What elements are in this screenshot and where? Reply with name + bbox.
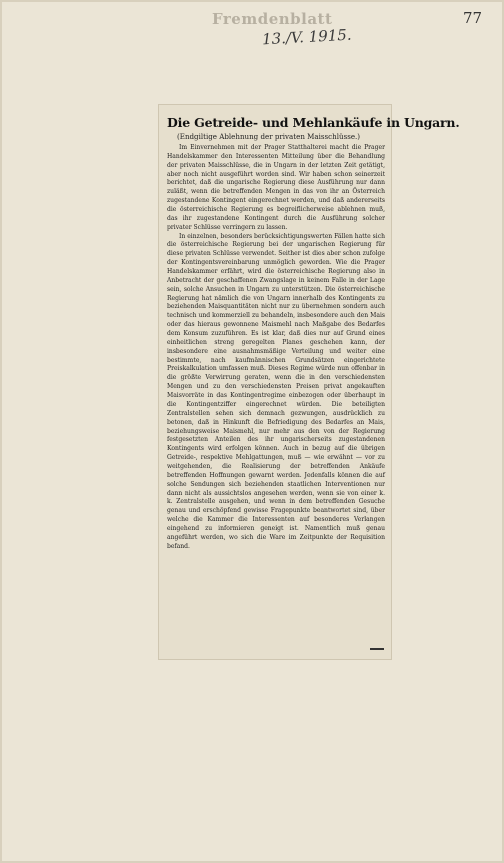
end-rule [370,648,384,650]
article-paragraph: In einzelnen, besonders berücksichtigungswerten Fällen hatte sich die österreichische Regierung bei der ungarischen Regierung für diese privaten Schlüsse verwendet. Seither ist dies aber schon zufolge der Kontingentsvereinbarung unmöglich geworden. Wie die Prager Handelskammer erfährt, wird die österreichische Regierung also in Anbetracht der geschaffenen Zwangslage in keinem Falle in der Lage sein, solche Ansuchen in Ungarn zu unterstützen. Die österreichische Regierung hat nämlich die von Ungarn innerhalb des Kontingents zu beziehenden Maisquantitäten nicht nur zu übernehmen sondern auch technisch und kommerziell zu behandeln, insbesondere auch den Mais oder das hieraus gewonnene Maismehl nach Maßgabe des Bedarfes dem Konsum zuzuführen. Es ist klar, daß dies nur auf Grund eines einheitlichen streng geregelten Planes geschehen kann, der insbesondere eine ausnahmsmäßige Verteilung und weiter eine bestimmte, nach kaufmännischen Grundsätzen eingerichtete Preiskalkulation umfassen muß. Dieses Regime würde nun offenbar in die größte Verwirrung geraten, wenn die in den verschiedensten Mengen und zu den verschiedensten Preisen privat angekauften Maisvorräte in das Kontingentregime einbezogen oder überhaupt in die Kontingentziffer eingerechnet würden. Die beteiligten Zentralstellen sehen sich demnach gezwungen, ausdrücklich zu betonen, daß in Hinkunft die Befriedigung des Bedarfes an Mais, beziehungsweise Maismehl, nur mehr aus den von der Regierung festgesetzten Anteilen des ihr ungarischerseits zugestandenen Kontingents wird erfolgen können. Auch in bezug auf die übrigen Getreide-, respektive Mehlgattungen, muß — wie erwähnt — vor zu weitgehenden, die Realisierung der betreffenden Ankäufe betreffenden Hoffnungen gewarnt werden. Jedenfalls können die auf solche Sendungen sich beziehenden staatlichen Interventionen nur dann nicht als aussichtslos angesehen werden, wenn sie von einer k. k. Zentralstelle ausgehen, und wenn in dem betreffenden Gesuche genau und erschöpfend gewisse Fragepunkte beantwortet sind, über welche die Kammer die Interessenten auf besonderes Verlangen eingehend zu informieren geneigt ist. Namentlich muß genau angeführt werden, wo sich die Ware im Zeitpunkte der Requisition befand. [167,232,385,550]
article-paragraph: Im Einvernehmen mit der Prager Statthalterei macht die Prager Handelskammer den Interessenten Mitteilung über die Behandlung der privaten Maisschlüsse, die in Ungarn in der letzten Zeit getätigt, aber noch nicht ausgeführt worden sind. Wir haben schon seinerzeit berichtet, daß die ungarische Regierung diese Ausführung nur dann zuläßt, wenn die betreffenden Mengen in das von ihr an Österreich zugestandene Kontingent eingerechnet werden, und daß andererseits die österreichische Regierung es begreiflicherweise ablehnen muß, das ihr zugestandene Kontingent durch die Ausführung solcher privater Schlüsse verringern zu lassen. [167,144,385,231]
article-title: Die Getreide- und Mehlankäufe in Ungarn. [167,115,460,130]
article-body [167,144,385,552]
newspaper-stamp: Fremdenblatt [212,10,333,28]
article-subtitle: (Endgiltige Ablehnung der privaten Maisschlüsse.) [177,132,361,141]
handwritten-date: 13./V. 1915. [261,25,353,49]
newspaper-clipping [158,104,460,660]
page-number: 77 [463,9,483,27]
